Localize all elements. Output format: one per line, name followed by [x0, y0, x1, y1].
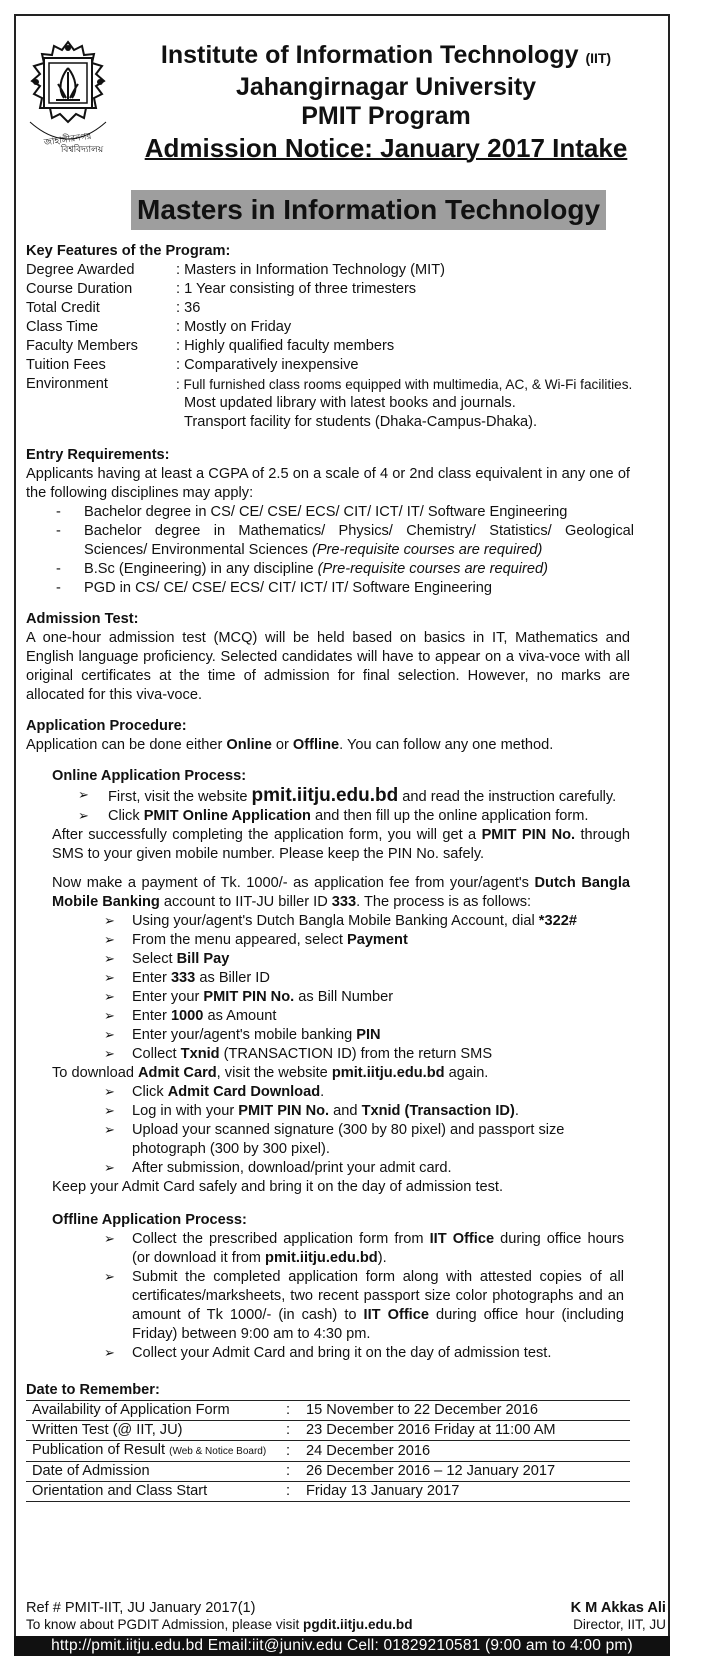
- pgdit-link[interactable]: pgdit.iitju.edu.bd: [303, 1617, 413, 1632]
- dates-heading: Date to Remember:: [26, 1382, 160, 1398]
- list-item: ➢ Select Bill Pay: [104, 950, 624, 969]
- procedure-heading: Application Procedure:: [26, 718, 187, 734]
- entry-list: [26, 503, 634, 598]
- environment-library: Most updated library with latest books and journals.: [184, 395, 516, 411]
- list-item: - Bachelor degree in CS/ CE/ CSE/ ECS/ CIT/ ICT/ IT/ Software Engineering: [56, 503, 634, 522]
- entry-heading: Entry Requirements:: [26, 447, 170, 463]
- list-item: ➢ Collect Txnid (TRANSACTION ID) from the return SMS: [104, 1045, 624, 1064]
- list-item: ➢ First, visit the website pmit.iitju.edu.bd and read the instruction carefully.: [78, 786, 626, 807]
- reference-number: Ref # PMIT-IIT, JU January 2017(1): [26, 1600, 256, 1616]
- payment-info: Now make a payment of Tk. 1000/- as application fee from your/agent's Dutch Bangla Mobile Banking account to IIT-JU biller ID 333. The process is as follows:: [52, 875, 631, 910]
- program-name: PMIT Program: [301, 102, 471, 130]
- list-item: ➢ Enter 1000 as Amount: [104, 1007, 624, 1026]
- test-heading: Admission Test:: [26, 611, 139, 627]
- feature-row: Degree Awarded : Masters in Information Technology (MIT): [26, 262, 446, 278]
- notice-header: [14, 22, 654, 167]
- pin-info: After successfully completing the application form, you will get a PMIT PIN No. through SMS to your given mobile number. Please keep the PIN No. safely.: [52, 827, 630, 862]
- test-body: A one-hour admission test (MCQ) will be held based on basics in IT, Mathematics and English language proficiency. Selected candidates will have to appear on a viva-voce with all original certificates at the time of admission for final selection. However, no marks are allocated for this viva-voce.: [26, 630, 630, 703]
- offline-process-heading: Offline Application Process:: [52, 1212, 247, 1228]
- list-item: ➢ Click Admit Card Download.: [104, 1083, 624, 1102]
- online-process-heading: Online Application Process:: [52, 768, 247, 784]
- list-item: ➢ Enter your PMIT PIN No. as Bill Number: [104, 988, 624, 1007]
- table-row: Written Test (@ IIT, JU) : 23 December 2016 Friday at 11:00 AM: [26, 1421, 630, 1441]
- list-item: ➢ Enter 333 as Biller ID: [104, 969, 624, 988]
- footer-pgdit: To know about PGDIT Admission, please visit pgdit.iitju.edu.bd Director, IIT, JU: [26, 1617, 666, 1632]
- website-link[interactable]: pmit.iitju.edu.bd: [251, 785, 399, 806]
- feature-row: Tuition Fees : Comparatively inexpensive: [26, 357, 359, 373]
- list-item: ➢ Upload your scanned signature (300 by 80 pixel) and passport size photograph (300 by 300 pixel).: [104, 1121, 624, 1159]
- table-row: Date of Admission : 26 December 2016 – 12 January 2017: [26, 1462, 630, 1482]
- list-item: - PGD in CS/ CE/ CSE/ ECS/ CIT/ ICT/ IT/ Software Engineering: [56, 579, 634, 598]
- list-item: ➢ Submit the completed application form along with attested copies of all certificates/marksheets, two recent passport size color photographs and an amount of Tk 1000/- (in cash) to IIT Office during office hour (including Friday) between 9:00 am to 4:30 pm.: [104, 1268, 624, 1344]
- svg-text:বিশ্ববিদ্যালয়: বিশ্ববিদ্যালয়: [60, 145, 104, 155]
- degree-banner: Masters in Information Technology: [131, 190, 606, 230]
- list-item: ➢ Collect the prescribed application form from IIT Office during office hours (or download it from pmit.iitju.edu.bd).: [104, 1230, 624, 1268]
- table-row: Orientation and Class Start : Friday 13 January 2017: [26, 1482, 630, 1502]
- institute-title: Institute of Information Technology (IIT): [160, 41, 612, 69]
- feature-row: Faculty Members : Highly qualified faculty members: [26, 338, 395, 354]
- table-row: Availability of Application Form : 15 November to 22 December 2016: [26, 1401, 630, 1421]
- list-item: - B.Sc (Engineering) in any discipline (Pre-requisite courses are required): [56, 560, 634, 579]
- features-heading: Key Features of the Program:: [26, 243, 231, 259]
- signatory-designation: Director, IIT, JU: [573, 1617, 666, 1632]
- environment-transport: Transport facility for students (Dhaka-Campus-Dhaka).: [184, 414, 538, 430]
- list-item: ➢ Click PMIT Online Application and then fill up the online application form.: [78, 807, 626, 826]
- table-row: Publication of Result (Web & Notice Board) : 24 December 2016: [26, 1441, 630, 1462]
- entry-intro: Applicants having at least a CGPA of 2.5 on a scale of 4 or 2nd class equivalent in any one of the following disciplines may apply:: [26, 466, 630, 501]
- notice-body: [26, 242, 676, 1502]
- university-logo-icon: [24, 38, 112, 156]
- feature-row: Class Time : Mostly on Friday: [26, 319, 292, 335]
- list-item: - Bachelor degree in Mathematics/ Physics/ Chemistry/ Statistics/ Geological Sciences/ Environmental Sciences (Pre-requisite courses are required): [56, 522, 634, 560]
- contact-bar: http://pmit.iitju.edu.bd Email:iit@juniv.edu Cell: 01829210581 (9:00 am to 4:00 pm): [14, 1636, 670, 1656]
- footer-ref: [26, 1600, 666, 1616]
- offline-steps: [26, 1230, 624, 1363]
- payment-steps: [26, 912, 624, 1064]
- feature-row: Course Duration : 1 Year consisting of three trimesters: [26, 281, 417, 297]
- procedure-intro: Application can be done either Online or Offline. You can follow any one method.: [26, 737, 554, 753]
- feature-row: Total Credit : 36: [26, 300, 201, 316]
- dates-table: [26, 1400, 630, 1502]
- list-item: ➢ Collect your Admit Card and bring it on the day of admission test.: [104, 1344, 624, 1363]
- features-list: [26, 261, 676, 432]
- list-item: ➢ After submission, download/print your admit card.: [104, 1159, 624, 1178]
- admission-notice-title: Admission Notice: January 2017 Intake: [144, 133, 628, 163]
- admit-card-info: To download Admit Card, visit the website pmit.iitju.edu.bd again.: [52, 1065, 489, 1081]
- feature-row: Environment : Full furnished class rooms equipped with multimedia, AC, & Wi-Fi facilities.: [26, 376, 633, 392]
- list-item: ➢ From the menu appeared, select Payment: [104, 931, 624, 950]
- online-steps: [26, 786, 626, 826]
- keep-admit-card-note: Keep your Admit Card safely and bring it on the day of admission test.: [52, 1179, 504, 1195]
- list-item: ➢ Enter your/agent's mobile banking PIN: [104, 1026, 624, 1045]
- signatory-name: K M Akkas Ali: [570, 1600, 666, 1616]
- admit-card-steps: [26, 1083, 624, 1178]
- university-name: Jahangirnagar University: [235, 73, 537, 101]
- list-item: ➢ Log in with your PMIT PIN No. and Txnid (Transaction ID).: [104, 1102, 624, 1121]
- list-item: ➢ Using your/agent's Dutch Bangla Mobile Banking Account, dial *322#: [104, 912, 624, 931]
- svg-text:জাহাঙ্গীরনগর: জাহাঙ্গীরনগর: [43, 131, 93, 149]
